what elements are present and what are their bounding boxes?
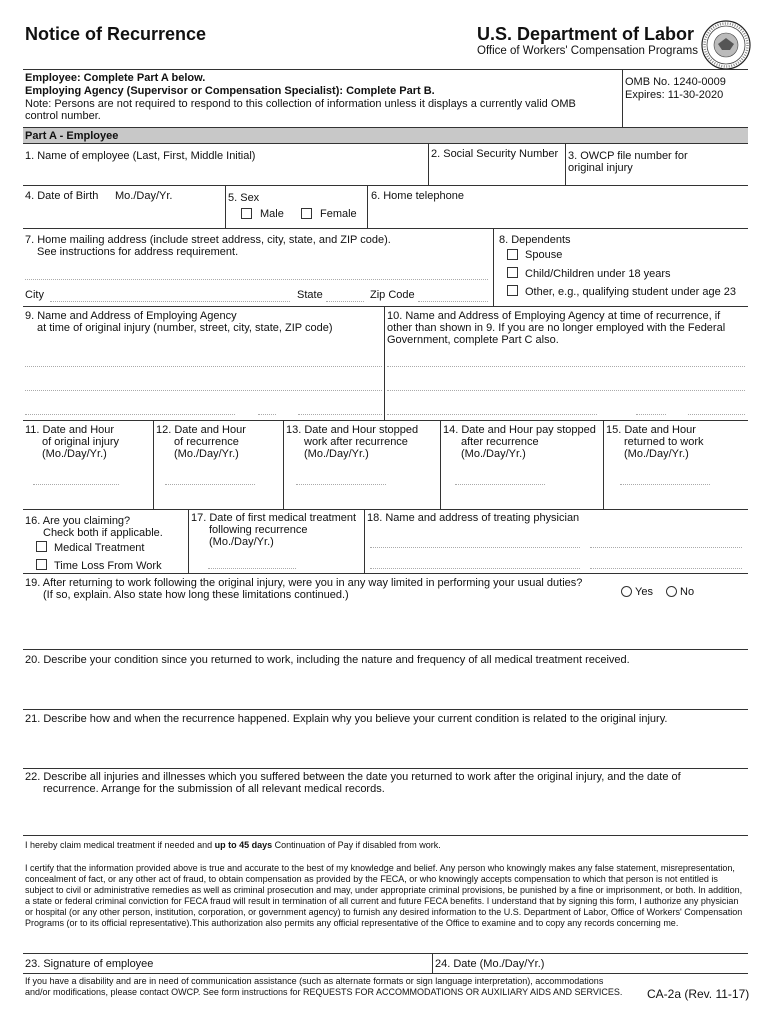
city-input[interactable] xyxy=(50,287,290,301)
sex-male-checkbox[interactable] xyxy=(241,208,252,219)
field-14-sub: after recurrence xyxy=(461,436,539,448)
city-label: City xyxy=(25,289,44,301)
field-5-label: 5. Sex xyxy=(228,192,260,204)
agency-name: U.S. Department of Labor xyxy=(477,24,695,44)
field-12-label: 12. Date and Hour xyxy=(156,424,246,436)
omb-number: OMB No. 1240-0009 xyxy=(625,76,726,88)
field-2-label: 2. Social Security Number xyxy=(431,148,559,160)
field-18-input[interactable] xyxy=(370,530,742,570)
field-22-input[interactable] xyxy=(25,798,745,832)
dependent-other-label: Other, e.g., qualifying student under age 23 xyxy=(525,286,736,298)
part-a-header xyxy=(23,127,748,144)
field-17-input[interactable] xyxy=(208,552,296,568)
omb-expires: Expires: 11-30-2020 xyxy=(625,89,724,101)
field-15-format: (Mo./Day/Yr.) xyxy=(624,448,689,460)
field-6-input[interactable] xyxy=(371,205,741,225)
accessibility-notice: If you have a disability and are in need of communication assistance (such as alternate formats or sign language interpretation), accommodations and/or modifications, please contact OWCP. See form instructions for REQUESTS FOR ACCOMMODATIONS OR AUXILIARY AIDS AND SERVICES. xyxy=(25,976,623,997)
field-3-label: 3. OWCP file number for original injury xyxy=(568,150,688,174)
field-15-sub: returned to work xyxy=(624,436,704,448)
field-14-format: (Mo./Day/Yr.) xyxy=(461,448,526,460)
instruction-note: Note: Persons are not required to respond to this collection of information unless it displays a currently valid OMB control number. xyxy=(25,98,576,122)
field-1-label: 1. Name of employee (Last, First, Middle Initial) xyxy=(25,150,256,162)
field-22-label: 22. Describe all injuries and illnesses which you suffered between the date you returned to work after the original injury, and the date of xyxy=(25,771,681,783)
limited-no-label: No xyxy=(680,586,695,598)
field-13-sub: work after recurrence xyxy=(304,436,408,448)
field-10-input[interactable] xyxy=(387,345,745,415)
field-14-input[interactable] xyxy=(455,468,545,484)
field-13-label: 13. Date and Hour stopped xyxy=(286,424,419,436)
field-24-label: 24. Date (Mo./Day/Yr.) xyxy=(435,958,545,970)
claim-pre: I hereby claim medical treatment if needed and xyxy=(25,840,215,850)
field-12-input[interactable] xyxy=(165,468,255,484)
field-11-label: 11. Date and Hour xyxy=(25,424,115,436)
dol-seal-icon xyxy=(701,20,751,70)
field-19-input[interactable] xyxy=(25,604,745,646)
field-7-label: 7. Home mailing address (include street address, city, state, and ZIP code). xyxy=(25,234,391,246)
signature-input[interactable] xyxy=(150,955,425,971)
limited-yes-label: Yes xyxy=(635,586,653,598)
instruction-employee: Employee: Complete Part A below. xyxy=(25,72,206,84)
claim-medical-label: Medical Treatment xyxy=(54,542,145,554)
field-8-label: 8. Dependents xyxy=(499,234,571,246)
dependent-children-label: Child/Children under 18 years xyxy=(525,268,671,280)
field-15-input[interactable] xyxy=(620,468,710,484)
field-11-sub: of original injury xyxy=(42,436,120,448)
claim-post: Continuation of Pay if disabled from work. xyxy=(272,840,441,850)
instruction-agency: Employing Agency (Supervisor or Compensation Specialist): Complete Part B. xyxy=(25,85,435,97)
field-21-label: 21. Describe how and when the recurrence happened. Explain why you believe your current condition is related to the original injury. xyxy=(25,713,668,725)
field-21-input[interactable] xyxy=(25,727,745,765)
claim-statement xyxy=(25,840,441,851)
field-12-format: (Mo./Day/Yr.) xyxy=(174,448,239,460)
field-7-note: See instructions for address requirement. xyxy=(37,246,239,258)
office-name: Office of Workers' Compensation Programs xyxy=(477,45,698,57)
field-10-label: 10. Name and Address of Employing Agency at time of recurrence, if other than shown in 9. If you are no longer employed with the Federal Government, complete Part C also. xyxy=(387,310,726,346)
claim-timeloss-checkbox[interactable] xyxy=(36,559,47,570)
field-2-input[interactable] xyxy=(431,165,563,182)
zip-label: Zip Code xyxy=(370,289,415,301)
field-13-input[interactable] xyxy=(296,468,386,484)
field-11-format: (Mo./Day/Yr.) xyxy=(42,448,107,460)
field-12-sub: of recurrence xyxy=(174,436,239,448)
field-6-label: 6. Home telephone xyxy=(371,190,464,202)
state-label: State xyxy=(297,289,323,301)
state-input[interactable] xyxy=(326,287,364,301)
field-17-label: 17. Date of first medical treatment xyxy=(191,512,357,524)
field-9-note: at time of original injury (number, street, city, state, ZIP code) xyxy=(37,322,333,334)
field-17-format: (Mo./Day/Yr.) xyxy=(209,536,274,548)
limited-no-radio[interactable] xyxy=(666,586,677,597)
field-4-label: 4. Date of Birth xyxy=(25,190,99,202)
form-title: Notice of Recurrence xyxy=(25,24,207,44)
dependent-other-checkbox[interactable] xyxy=(507,285,518,296)
field-11-input[interactable] xyxy=(33,468,119,484)
dependent-spouse-label: Spouse xyxy=(525,249,563,261)
dependent-spouse-checkbox[interactable] xyxy=(507,249,518,260)
claim-timeloss-label: Time Loss From Work xyxy=(54,560,162,572)
field-9-label: 9. Name and Address of Employing Agency xyxy=(25,310,237,322)
field-9-input[interactable] xyxy=(25,345,382,415)
signature-date-input[interactable] xyxy=(555,955,745,971)
field-23-label: 23. Signature of employee xyxy=(25,958,154,970)
field-4-format: Mo./Day/Yr. xyxy=(115,190,173,202)
field-22-note: recurrence. Arrange for the submission of all relevant medical records. xyxy=(43,783,385,795)
sex-female-label: Female xyxy=(320,208,357,220)
sex-female-checkbox[interactable] xyxy=(301,208,312,219)
field-14-label: 14. Date and Hour pay stopped xyxy=(443,424,596,436)
dependent-children-checkbox[interactable] xyxy=(507,267,518,278)
field-17-sub: following recurrence xyxy=(209,524,308,536)
zip-input[interactable] xyxy=(418,287,488,301)
field-16-label: 16. Are you claiming? xyxy=(25,515,131,527)
claim-bold: up to 45 days xyxy=(214,840,273,850)
field-18-label: 18. Name and address of treating physician xyxy=(367,512,580,524)
field-4-input[interactable] xyxy=(25,205,220,225)
form-identifier: CA-2a (Rev. 11-17) xyxy=(647,987,750,1001)
field-1-input[interactable] xyxy=(25,165,425,182)
field-15-label: 15. Date and Hour xyxy=(606,424,696,436)
claim-medical-checkbox[interactable] xyxy=(36,541,47,552)
field-20-input[interactable] xyxy=(25,668,745,706)
field-19-note: (If so, explain. Also state how long these limitations continued.) xyxy=(43,589,349,601)
limited-yes-radio[interactable] xyxy=(621,586,632,597)
field-13-format: (Mo./Day/Yr.) xyxy=(304,448,369,460)
field-20-label: 20. Describe your condition since you returned to work, including the nature and frequency of all medical treatment received. xyxy=(25,654,630,666)
field-19-label: 19. After returning to work following the original injury, were you in any way limited in performing your usual duties? xyxy=(25,577,583,589)
part-a-label: Part A - Employee xyxy=(25,130,119,142)
sex-male-label: Male xyxy=(260,208,284,220)
certification-text: I certify that the information provided above is true and accurate to the best of my knowledge and belief. Any person who knowingly makes any false statement, misrepresentation, concealment of fact, or any other act of fraud, to obtain compensation as provided by the FECA, or who knowingly accepts compensation to which that person is not entitled is subject to civil or administrative remedies as well as criminal prosecution and may, under appropriate criminal provisions, be punished by a fine or imprisonment, or both. In addition, a state or federal criminal conviction for FECA fraud will result in termination of all current and future FECA benefits. I understand that by signing this form, I authorize any physician or hospital (or any other person, institution, corporation, or government agency) to furnish any desired information to the U.S. Department of Labor, Office of Workers' Compensation Programs (or to its official representative).This authorization also permits any official representative of the Office to examine and to copy any records concerning me. xyxy=(25,863,743,928)
address-street-input[interactable] xyxy=(25,262,488,278)
field-16-note: Check both if applicable. xyxy=(43,527,163,539)
